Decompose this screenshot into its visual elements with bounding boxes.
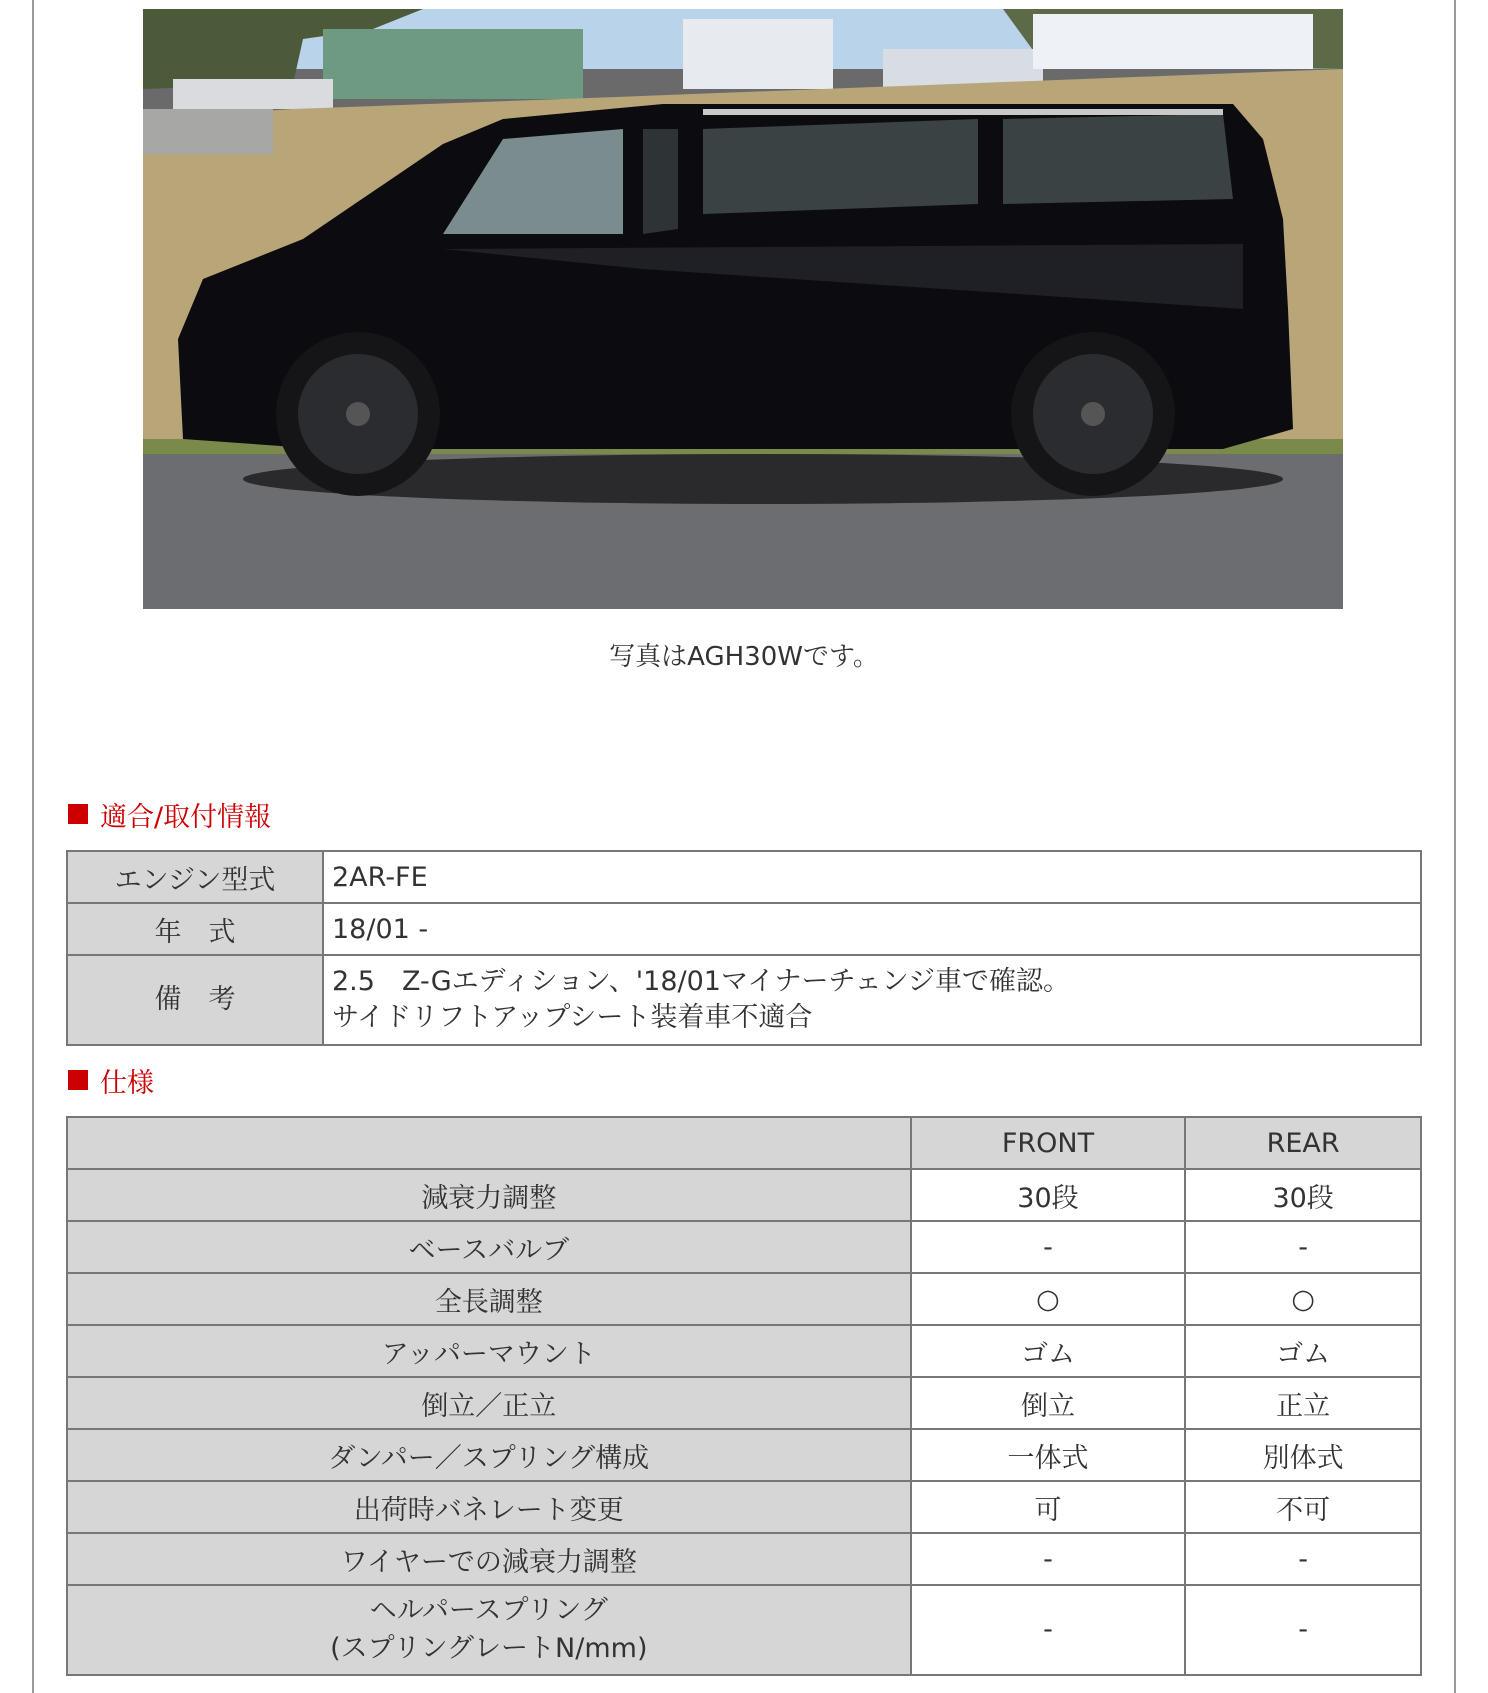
spec-front-value: ○ (911, 1273, 1186, 1325)
table-row (67, 1481, 1421, 1533)
spec-rear-value: 30段 (1185, 1169, 1421, 1221)
spec-column-header: REAR (1185, 1117, 1421, 1169)
spec-front-value: - (911, 1533, 1186, 1585)
spec-label: 全長調整 (67, 1273, 911, 1325)
spec-front-value: ゴム (911, 1325, 1186, 1377)
table-row (67, 955, 1421, 1045)
car-photo-image (143, 9, 1343, 609)
spec-table (66, 1116, 1422, 1676)
fitment-heading-label: 適合/取付情報 (100, 801, 272, 833)
spec-label: ダンパー／スプリング構成 (67, 1429, 911, 1481)
table-header-row (67, 1117, 1421, 1169)
spec-rear-value: - (1185, 1533, 1421, 1585)
heading-square-icon (68, 804, 88, 824)
photo-caption: 写真はAGH30Wです。 (609, 642, 879, 672)
table-row (67, 1273, 1421, 1325)
spec-column-header: FRONT (911, 1117, 1186, 1169)
heading-square-icon (68, 1070, 88, 1090)
fitment-note-line: 2.5 Z-Gエディション、'18/01マイナーチェンジ車で確認。 (332, 966, 1070, 997)
table-row (67, 1325, 1421, 1377)
fitment-note-line: サイドリフトアップシート装着車不適合 (332, 1002, 813, 1033)
table-row (67, 1377, 1421, 1429)
spec-label: 減衰力調整 (67, 1169, 911, 1221)
fitment-heading (68, 796, 271, 832)
spec-label: アッパーマウント (67, 1325, 911, 1377)
spec-front-value: - (911, 1585, 1186, 1675)
spec-label-line: (スプリングレートN/mm) (330, 1633, 648, 1664)
spec-heading (68, 1062, 154, 1098)
spec-front-value: - (911, 1221, 1186, 1273)
fitment-value (323, 955, 1421, 1045)
table-row (67, 1169, 1421, 1221)
car-photo (143, 9, 1343, 609)
spec-rear-value: 不可 (1185, 1481, 1421, 1533)
table-row (67, 1533, 1421, 1585)
fitment-table (66, 850, 1422, 1046)
table-row (67, 1221, 1421, 1273)
spec-label-line: ヘルパースプリング (369, 1595, 608, 1626)
spec-rear-value: 別体式 (1185, 1429, 1421, 1481)
spec-rear-value: 正立 (1185, 1377, 1421, 1429)
fitment-label: エンジン型式 (67, 851, 323, 903)
spec-front-value: 倒立 (911, 1377, 1186, 1429)
spec-label: ワイヤーでの減衰力調整 (67, 1533, 911, 1585)
fitment-value: 18/01 - (323, 903, 1421, 955)
spec-front-value: 30段 (911, 1169, 1186, 1221)
spec-label: ベースバルブ (67, 1221, 911, 1273)
table-row (67, 851, 1421, 903)
spec-label: 出荷時バネレート変更 (67, 1481, 911, 1533)
spec-label (67, 1585, 911, 1675)
table-row (67, 903, 1421, 955)
table-row (67, 1585, 1421, 1675)
fitment-label: 年 式 (67, 903, 323, 955)
spec-rear-value: - (1185, 1585, 1421, 1675)
spec-label: 倒立／正立 (67, 1377, 911, 1429)
fitment-value: 2AR-FE (323, 851, 1421, 903)
spec-front-value: 可 (911, 1481, 1186, 1533)
spec-column-header (67, 1117, 911, 1169)
spec-front-value: 一体式 (911, 1429, 1186, 1481)
fitment-label: 備 考 (67, 955, 323, 1045)
table-row (67, 1429, 1421, 1481)
spec-rear-value: ○ (1185, 1273, 1421, 1325)
spec-heading-label: 仕様 (100, 1067, 154, 1099)
spec-rear-value: - (1185, 1221, 1421, 1273)
spec-rear-value: ゴム (1185, 1325, 1421, 1377)
